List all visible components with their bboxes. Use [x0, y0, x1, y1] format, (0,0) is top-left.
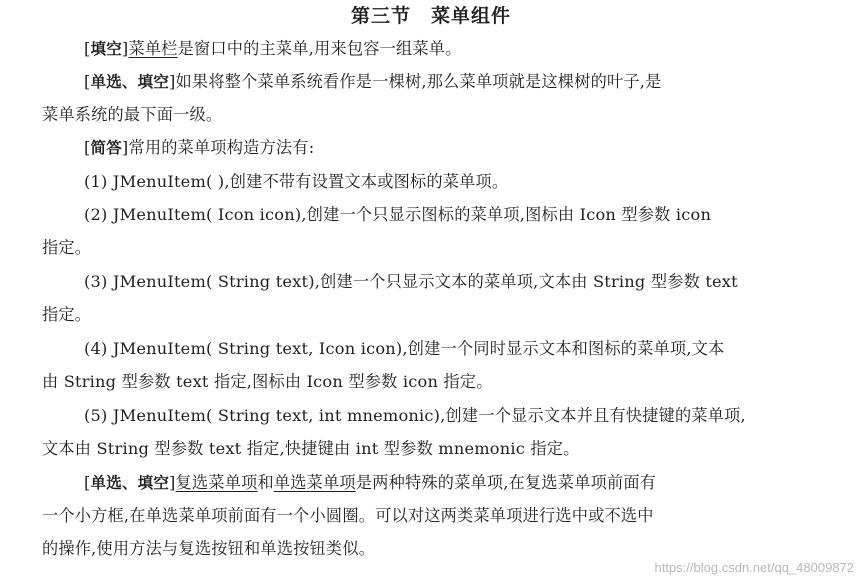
section-title: 第三节 菜单组件: [350, 5, 511, 27]
paragraph-check-radio-line1: [84, 472, 656, 494]
paragraph-text: 常用的菜单项构造方法有:: [128, 138, 315, 157]
bracket-close: ]: [169, 72, 176, 91]
constructor-item-5-line1: (5) JMenuItem( String text, int mnemonic),创建一个显示文本并且有快捷键的菜单项,: [84, 406, 746, 425]
paragraph-text: 是两种特殊的菜单项,在复选菜单项前面有: [355, 473, 657, 492]
watermark: https://blog.csdn.net/qq_48009872: [654, 560, 854, 575]
constructor-item-4-line2: 由 String 型参数 text 指定,图标由 Icon 型参数 icon 指定。: [42, 372, 493, 391]
constructor-item-3-line2: 指定。: [42, 305, 92, 324]
bracket-open: [: [84, 72, 91, 91]
constructor-item-2-line2: 指定。: [42, 238, 92, 257]
constructor-item-2-line1: (2) JMenuItem( Icon icon),创建一个只显示图标的菜单项,图标由 Icon 型参数 icon: [84, 205, 712, 224]
bracket-open: [: [84, 39, 91, 58]
paragraph-check-radio-line2: 一个小方框,在单选菜单项前面有一个小圆圈。可以对这两类菜单项进行选中或不选中: [42, 506, 654, 525]
key-term-radio-menu-item: 单选菜单项: [273, 473, 356, 492]
paragraph-text: 如果将整个菜单系统看作是一棵树,那么菜单项就是这棵树的叶子,是: [175, 72, 662, 91]
question-type-tag: 简答: [90, 139, 122, 157]
paragraph-menubar: [84, 38, 462, 60]
bracket-open: [: [84, 138, 91, 157]
key-term-menubar: 菜单栏: [128, 39, 178, 58]
key-term-check-menu-item: 复选菜单项: [175, 473, 258, 492]
constructor-item-4-line1: (4) JMenuItem( String text, Icon icon),创建一个同时显示文本和图标的菜单项,文本: [84, 339, 725, 358]
question-type-tag: 单选、填空: [90, 474, 170, 492]
question-type-tag: 单选、填空: [90, 73, 170, 91]
bracket-open: [: [84, 473, 91, 492]
paragraph-check-radio-line3: 的操作,使用方法与复选按钮和单选按钮类似。: [42, 539, 376, 558]
bracket-close: ]: [121, 138, 129, 157]
bracket-close: ]: [121, 39, 129, 58]
constructor-item-1: (1) JMenuItem( ),创建不带有设置文本或图标的菜单项。: [84, 172, 509, 191]
question-type-tag: 填空: [90, 40, 122, 58]
conjunction: 和: [257, 473, 274, 492]
bracket-close: ]: [169, 473, 176, 492]
paragraph-menu-tree-line2: 菜单系统的最下面一级。: [42, 105, 223, 124]
constructor-item-5-line2: 文本由 String 型参数 text 指定,快捷键由 int 型参数 mnemonic 指定。: [42, 439, 580, 458]
paragraph-menu-tree-line1: [84, 71, 661, 93]
constructor-item-3-line1: (3) JMenuItem( String text),创建一个只显示文本的菜单项,文本由 String 型参数 text: [84, 272, 738, 291]
paragraph-text: 是窗口中的主菜单,用来包容一组菜单。: [177, 39, 462, 58]
paragraph-short-answer: [84, 137, 314, 159]
